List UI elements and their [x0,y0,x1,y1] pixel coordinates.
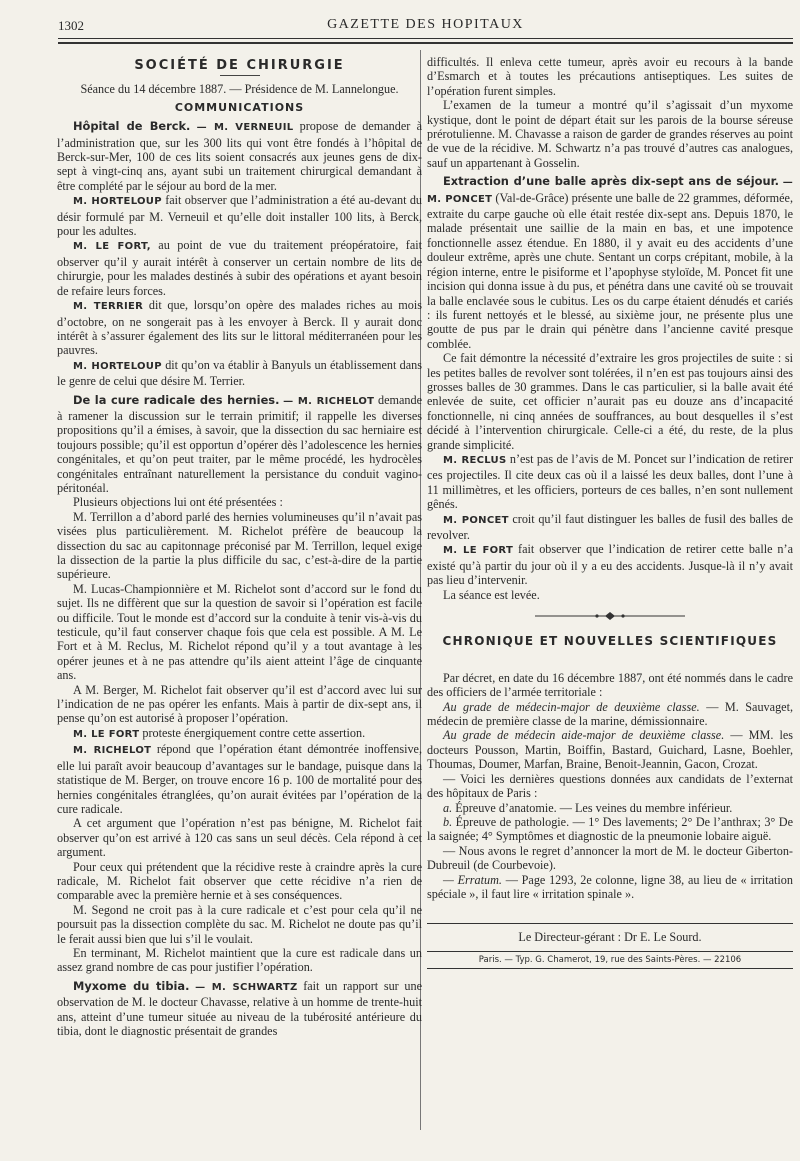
paragraph: M. Segond ne croit pas à la cure radicale et c’est pour cela qu’il ne poursuit pas la dissection complète du sac. M. Richelot ne doute pas qu’il le ferait aussi bien que lui s’il le voulait. [57,902,422,946]
paragraph: En terminant, M. Richelot maintient que la cure est radicale dans un assez grand nombre de cas pour justifier l’opération. [57,945,422,975]
paragraph: La séance est levée. [443,587,540,602]
speaker: M. LE FORT, [73,241,151,253]
speaker: M. TERRIER [73,301,144,313]
paragraph: M. LE FORT fait observer que l’indication de retirer cette balle n’a existé qu’à partir du jour où il y a eu des accidents. Jusque-là il n’y avait pas lieu d’intervenir. [427,542,793,588]
speaker: — M. RICHELOT [283,395,375,407]
chronique-heading: CHRONIQUE ET NOUVELLES SCIENTIFIQUES [442,634,778,649]
subject-lead: Myxome du tibia. [73,978,190,993]
page-number: 1302 [58,18,84,33]
paragraph: M. RECLUS n’est pas de l’avis de M. Poncet sur l’indication de retirer ces projectiles. Il cite deux cas où il a laissé les deux balles, dont l’une à 11 millimètres, et les officiers, porteurs de ces balles, n’en sont nullement gênés. [427,451,794,512]
paragraph: Ce fait démontre la nécessité d’extraire les gros projectiles de suite : si les petites balles de revolver sont tolérées, il n’en est pas toujours ainsi des grosses balles de 30 grammes. Dans le cas particulier, si la balle avait été enlevée de suite, cet officier n’aurait pas eu douze ans d’incapacité fonctionnelle, ni cinq années de souffrances, au bout desquelles il s’est décidé à l’intervention chirurgicale. Celle-ci a été, du reste, de la plus grande simplicité. [427,351,793,452]
paragraph: L’examen de la tumeur a montré qu’il s’agissait d’un myxome kystique, dont le point de départ était sur les parois de la bourse séreuse prérotulienne. M. Chavasse a raison de garder de grandes réserves au point de vue de la récidive. M. Schwartz n’a pas trouvé d’autres cas analogues, sauf un appartenant à Gosselin. [427,98,793,170]
paragraph: M. Terrillon a d’abord parlé des hernies volumineuses qu’il n’avait pas visées plus particulièrement. M. Richelot préfère de beaucoup la dissection du sac au capitonnage préconisé par M. Terrillon, lequel exige la dissection de la partie la plus difficile du sac, c’est-à-dire de la partie supérieure. [57,509,422,582]
paragraph: M. HORTELOUP dit qu’on va établir à Banyuls un établissement dans le genre de celui que désire M. Terrier. [57,357,423,389]
signature: Le Directeur-gérant : Dr E. Le Sourd. [427,923,793,944]
speaker: M. RECLUS [443,454,507,466]
paragraph: M. HORTELOUP fait observer que l’administration a été au-devant du désir formulé par M. Verneuil et qu’elle doit installer 100 lits, à Berck, pour les adultes. [57,193,423,239]
communications-heading: COMMUNICATIONS [174,100,305,114]
paragraph: — Voici les dernières questions données aux candidats de l’externat des hôpitaux de Paris : [427,771,793,801]
paragraph: M. Lucas-Championnière et M. Richelot sont d’accord sur le fond du sujet. Ils ne diffèrent que sur la question de savoir si l’opération est facile ou difficile. Tout le monde est d’accord sur la conduite à tenir vis-à-vis du testicule, qu’il faut conserver chaque fois que cela est possible. A M. Le Fort et à M. Reclus, M. Richelot répond qu’il y a tout avantage à les opérer jeunes et à ne pas attendre qu’ils aient atteint l’âge de cinquante ans. [57,581,422,683]
speaker: M. LE FORT [73,728,140,740]
section-title: SOCIÉTÉ DE CHIRURGIE [134,58,345,73]
paragraph: — Erratum. — Page 1293, 2e colonne, ligne 38, au lieu de « irritation spéciale », il faut lire « irritation spinale ». [427,872,793,901]
ornament-divider [427,610,793,624]
speaker: M. PONCET [443,514,509,526]
speaker: M. LE FORT [443,545,514,557]
title-rule [220,75,260,76]
paragraph-berck: Hôpital de Berck. — M. VERNEUIL propose de demander à l’administration que, sur les 300 lits qui vont être fondés à l’hôpital de Berck-sur-Mer, 100 de ces lits soient consacrés aux jeunes gens de dix-sept à vingt-cinq ans, ayant subi un traitement chirurgical demandant à être complété par le séjour au bord de la mer. [57,119,422,193]
paragraph: M. RICHELOT répond que l’opération étant démontrée inoffensive, elle lui paraît avoir beaucoup d’avantages sur le bandage, puisque dans la statistique de M. Berger, on trouve encore 16 p. 100 de mortalité pour des hernies congénitales étranglées, qu’on aurait évitées par l’opération de la cure radicale. [57,742,423,816]
paragraph: Au grade de médecin-major de deuxième classe. — M. Sauvaget, médecin de première classe de la marine, démissionnaire. [427,699,793,729]
header-rule-double [58,42,793,44]
left-column [57,55,422,1038]
page-header [58,16,793,38]
paragraph: Par décret, en date du 16 décembre 1887, ont été nommés dans le cadre des officiers de l’armée territoriale : [427,670,793,700]
subject-lead: De la cure radicale des hernies. [73,392,280,407]
paragraph-myxome: Myxome du tibia. — M. SCHWARTZ fait un rapport sur une observation de M. le docteur Chavasse, relative à un homme de trente-huit ans, atteint d’une tumeur située au niveau de la tubérosité antérieure du tibia, dont le diagnostic présentait de grandes [57,978,423,1038]
subject-lead: Extraction d’une balle après dix-sept ans de séjour. [443,174,779,189]
speaker: M. HORTELOUP [73,360,162,372]
paragraph: Plusieurs objections lui ont été présentées : [73,495,283,510]
seance-line: Séance du 14 décembre 1887. — Présidence de M. Lannelongue. [80,82,399,97]
paragraph: M. TERRIER dit que, lorsqu’on opère des malades riches au mois d’octobre, on ne songerait pas à les envoyer à Berck. Il y aurait donc intérêt à s’assurer également des lits sur le littoral méditerranéen pour les pauvres. [57,298,422,358]
paragraph: M. LE FORT proteste énergiquement contre cette assertion. [73,725,366,740]
paragraph: — Nous avons le regret d’annoncer la mort de M. le docteur Giberton-Dubreuil (de Courbevoie). [427,843,793,873]
speaker: — M. VERNEUIL [196,122,294,134]
paragraph: A cet argument que l’opération n’est pas bénigne, M. Richelot fait observer qu’on est arrivé à 120 cas sans un seul décès. Cela répond à cet argument. [57,816,422,860]
speaker: — M. SCHWARTZ [195,981,298,993]
header-rule [58,38,793,39]
spacer [427,653,793,671]
paragraph: M. LE FORT, au point de vue du traitement préopératoire, fait observer qu’il y aurait intérêt à conserver un certain nombre de lits de chirurgie, pour les malades destinés à subir des opérations et ayant besoin de refaire leurs forces. [57,238,423,298]
paragraph-balle: Extraction d’une balle après dix-sept ans de séjour. — M. PONCET (Val-de-Grâce) présente une balle de 22 grammes, déformée, extraite du carpe gauche où elle était restée dix-sept ans. Depuis 1870, le malade présentait une saillie de la main en bas, et une impotence fonctionnelle assez étendue. En 1880, il y avait eu des accidents d’une douleur extrême, après une chute. Sentant un corps crépitant, mobile, à la région interne, entre le pisiforme et l’apophyse styloïde, M. Poncet fit une incision qui donna issue à du pus, et pénétra dans une cavité où se trouvait la balle enclavée sous le cubitus. Les os du carpe étaient dénudés et cariés : ils furent nettoyés et le blessé, au sixième jour, ne présente plus une goutte de pus par le drain qui pénètre dans l’ancienne cavité presque comblée. [427,174,794,351]
paragraph: b. Épreuve de pathologie. — 1° Des lavements; 2° De l’anthrax; 3° De la saignée; 4° Symptômes et diagnostic de la pneumonie lobaire aiguë. [427,814,793,844]
journal-title: GAZETTE DES HOPITAUX [327,17,524,32]
speaker: M. RICHELOT [73,745,152,757]
paragraph: Pour ceux qui prétendent que la récidive reste à craindre après la cure radicale, M. Richelot fait observer que cette récidive n’a rien de comparable avec la première hernie et à ses conséquences. [57,859,422,903]
subject-lead: Hôpital de Berck. [73,119,191,134]
paragraph: A M. Berger, M. Richelot fait observer qu’il est d’accord avec lui sur l’indication de ne pas opérer les enfants. Mais à partir de dix-sept ans, il pense qu’on est autorisé à proposer l’opération. [57,682,422,726]
right-column [427,55,793,969]
paragraph: Au grade de médecin aide-major de deuxième classe. — MM. les docteurs Pousson, Martin, Boiffin, Bastard, Guichard, Lasne, Boehler, Thoumas, Doumer, Marfan, Braine, Benoit-Jeannin, Gacon, Crozat. [427,728,794,772]
paragraph: M. PONCET croit qu’il faut distinguer les balles de fusil des balles de revolver. [427,511,794,542]
paragraph-hernies: De la cure radicale des hernies. — M. RICHELOT demande à ramener la discussion sur le terrain primitif; il rappelle les diverses propositions qu’il a émises, à savoir, que la dissection du sac herniaire est toujours possible; qu’il est opportun d’opérer dès l’adolescence les hernies congénitales, et qu’on peut traiter, par le même procédé, les hydrocèles congénitales entraînant naturellement la persistance du conduit vagino-péritonéal. [57,392,423,495]
ornament-icon [535,612,685,620]
paragraph: a. Épreuve d’anatomie. — Les veines du membre inférieur. [443,800,733,815]
speaker: — M. PONCET [427,177,793,205]
paragraph-continued: difficultés. Il enleva cette tumeur, après avoir eu recours à la bande d’Esmarch et à toutes les précautions antiseptiques. Les suites de l’opération furent simples. [427,55,793,98]
printer-line: Paris. — Typ. G. Chamerot, 19, rue des Saints-Pères. — 22106 [427,951,793,969]
speaker: M. HORTELOUP [73,196,162,208]
